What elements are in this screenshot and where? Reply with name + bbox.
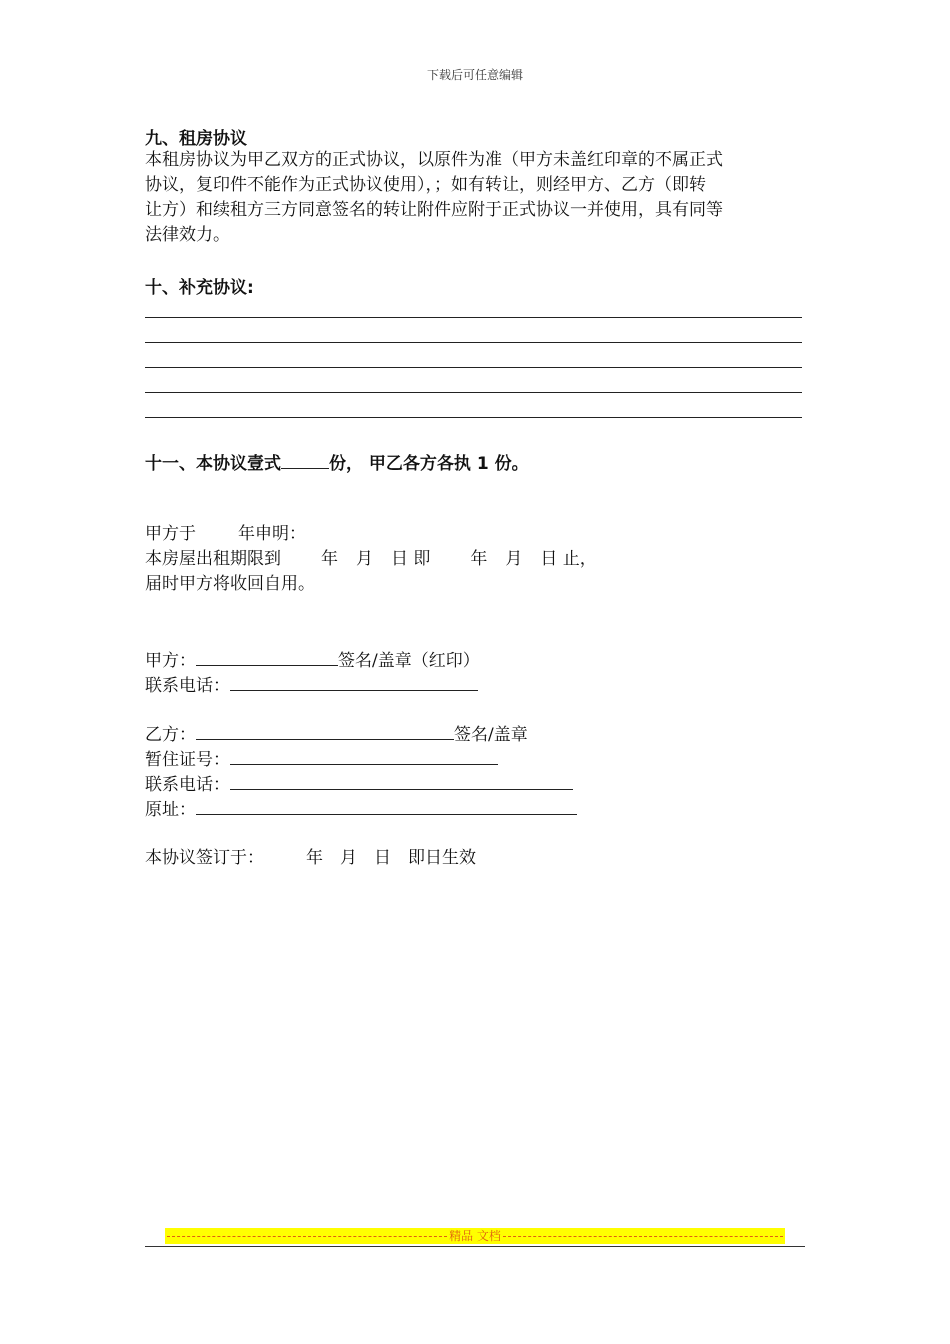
- party-a-phone-field[interactable]: [230, 672, 478, 691]
- party-b-address-field[interactable]: [196, 796, 577, 815]
- supplement-line[interactable]: [145, 392, 802, 393]
- supplement-line[interactable]: [145, 317, 802, 318]
- year-label: 年: [321, 549, 338, 569]
- month-label: 月: [356, 549, 373, 569]
- supplement-line[interactable]: [145, 342, 802, 343]
- supplement-line[interactable]: [145, 417, 802, 418]
- party-b-phone-field[interactable]: [230, 771, 573, 790]
- declaration-text: 年申明：: [238, 524, 306, 544]
- signing-label: 本协议签订于：: [145, 848, 264, 868]
- supplement-line[interactable]: [145, 367, 802, 368]
- party-b-address-label: 原址：: [145, 800, 196, 820]
- section-9-paragraph: [145, 148, 807, 248]
- party-b-address-row: [145, 796, 577, 823]
- party-b-label: 乙方：: [145, 725, 196, 745]
- footer-text: 精品 文档: [449, 1229, 501, 1243]
- day-label: 日 即: [391, 549, 431, 569]
- party-b-phone-label: 联系电话：: [145, 775, 230, 795]
- party-b-id-label: 暂住证号：: [145, 750, 230, 770]
- party-a-row: [145, 647, 480, 674]
- section-9-line: 让方）和续租方三方同意签名的转让附件应附于正式协议一并使用，具有同等: [145, 200, 723, 220]
- section-9-line: 本租房协议为甲乙双方的正式协议，以原件为准（甲方未盖红印章的不属正式: [145, 150, 723, 170]
- footer-dash-left: [167, 1236, 447, 1237]
- party-a-sign-label: 签名/盖章（红印）: [338, 651, 480, 671]
- month-label: 月: [340, 848, 357, 868]
- party-b-name-field[interactable]: [196, 721, 454, 740]
- day-label: 日 止，: [540, 549, 597, 569]
- section-9-line: 协议，复印件不能作为正式协议使用），；如有转让，则经甲方、乙方（即转: [145, 175, 706, 195]
- section-9-title: 九、租房协议: [145, 129, 247, 149]
- footer-banner: [165, 1228, 785, 1244]
- year-label: 年: [306, 848, 323, 868]
- day-label: 日: [374, 848, 391, 868]
- declaration-line-1: [145, 522, 306, 547]
- party-b-id-field[interactable]: [230, 746, 498, 765]
- header-note: 下载后可任意编辑: [426, 68, 523, 82]
- party-a-phone-label: 联系电话：: [145, 676, 230, 696]
- section-11-prefix: 十一、本协议壹式: [145, 454, 281, 474]
- signing-row: [145, 846, 476, 871]
- party-b-id-row: [145, 746, 498, 773]
- declaration-text: 甲方于: [145, 524, 196, 544]
- footer-dash-right: [503, 1236, 783, 1237]
- party-a-phone-row: [145, 672, 478, 699]
- declaration-line-3: 届时甲方将收回自用。: [145, 574, 315, 594]
- party-b-row: [145, 721, 528, 748]
- section-9-line: 法律效力。: [145, 225, 230, 245]
- party-b-sign-label: 签名/盖章: [454, 725, 528, 745]
- section-10-title: 十、补充协议:: [145, 278, 254, 298]
- copies-field[interactable]: [281, 450, 329, 469]
- declaration-line-2: [145, 547, 597, 572]
- year-label: 年: [470, 549, 488, 569]
- party-b-phone-row: [145, 771, 573, 798]
- party-a-label: 甲方：: [145, 651, 196, 671]
- declaration-text: 本房屋出租期限到: [145, 549, 281, 569]
- footer-rule: [145, 1246, 805, 1247]
- party-a-name-field[interactable]: [196, 647, 338, 666]
- section-11-suffix: 份， 甲乙各方各执 1 份。: [329, 454, 529, 474]
- effect-label: 即日生效: [408, 848, 476, 868]
- section-11-title: [145, 449, 529, 474]
- month-label: 月: [505, 549, 523, 569]
